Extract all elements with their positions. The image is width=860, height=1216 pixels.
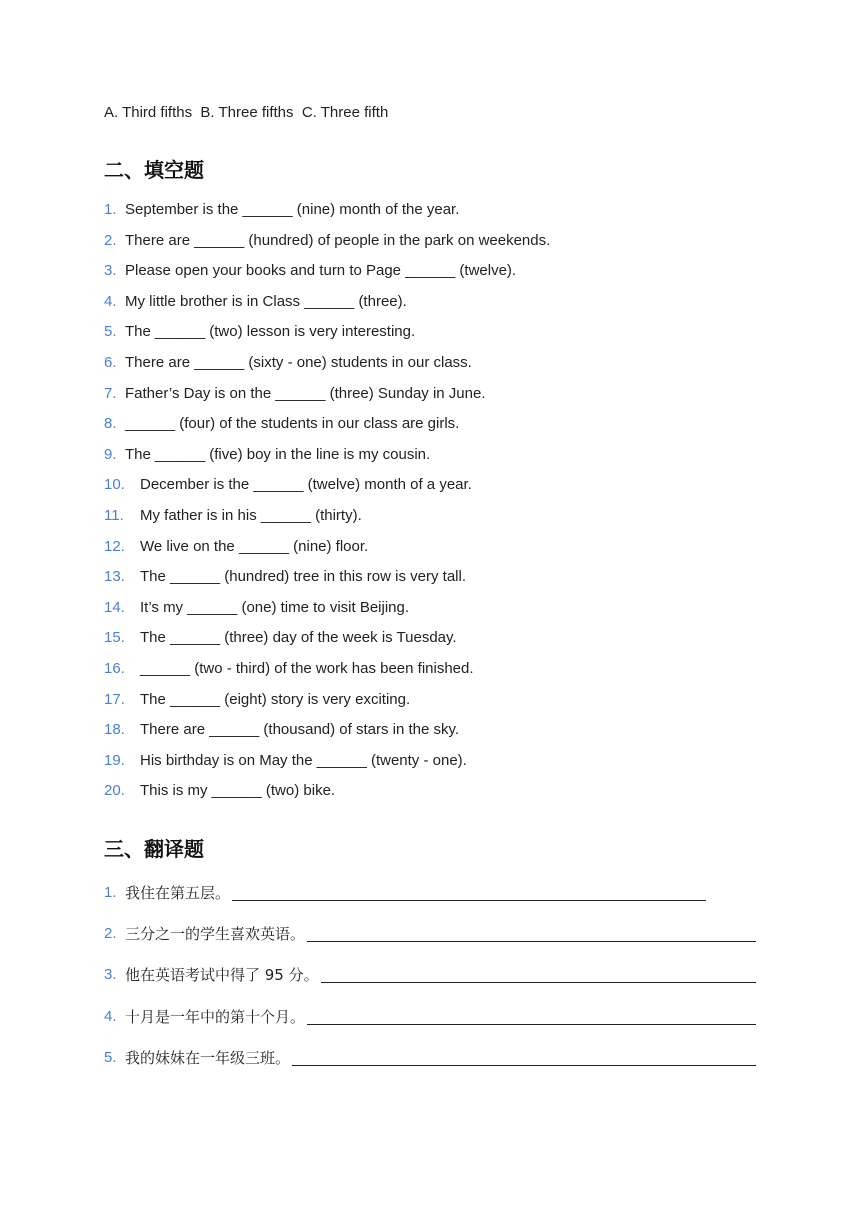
translation-question-list bbox=[104, 884, 756, 1090]
translation-prompt: 十月是一年中的第十个月。 bbox=[125, 1007, 306, 1026]
question-item bbox=[104, 262, 804, 293]
question-text: ______ (four) of the students in our class are girls. bbox=[125, 415, 460, 433]
section-heading-translation: 三、翻译题 bbox=[104, 837, 204, 861]
question-item bbox=[104, 538, 804, 569]
question-item bbox=[104, 232, 804, 263]
question-item bbox=[104, 599, 804, 630]
question-number: 8. bbox=[104, 415, 117, 433]
question-number: 13. bbox=[104, 568, 125, 586]
translation-item bbox=[104, 1049, 756, 1090]
question-number: 1. bbox=[104, 201, 117, 218]
question-number: 16. bbox=[104, 659, 125, 677]
answer-line[interactable] bbox=[321, 966, 756, 983]
question-text: We live on the ______ (nine) floor. bbox=[140, 537, 369, 555]
question-number: 4. bbox=[104, 1007, 117, 1025]
question-item bbox=[104, 385, 804, 416]
question-text: My father is in his ______ (thirty). bbox=[140, 506, 362, 524]
translation-item bbox=[104, 925, 756, 966]
question-item bbox=[104, 568, 804, 599]
question-text: The ______ (hundred) tree in this row is very tall. bbox=[140, 568, 466, 586]
question-number: 3. bbox=[104, 966, 117, 984]
question-number: 1. bbox=[104, 884, 117, 901]
question-number: 9. bbox=[104, 445, 117, 463]
question-item bbox=[104, 354, 804, 385]
question-item bbox=[104, 752, 804, 783]
question-item bbox=[104, 446, 804, 477]
question-number: 2. bbox=[104, 231, 117, 249]
question-text: My little brother is in Class ______ (three). bbox=[125, 292, 407, 310]
section-heading-fill-in: 二、填空题 bbox=[104, 158, 204, 182]
question-item bbox=[104, 293, 804, 324]
question-number: 2. bbox=[104, 925, 117, 943]
question-number: 6. bbox=[104, 353, 117, 371]
question-item bbox=[104, 629, 804, 660]
question-text: September is the ______ (nine) month of the year. bbox=[125, 201, 460, 218]
question-text: Father’s Day is on the ______ (three) Sunday in June. bbox=[125, 384, 486, 402]
question-number: 3. bbox=[104, 262, 117, 280]
question-text: It’s my ______ (one) time to visit Beijing. bbox=[140, 598, 410, 616]
answer-line[interactable] bbox=[307, 1008, 756, 1025]
translation-prompt: 他在英语考试中得了 95 分。 bbox=[125, 966, 319, 985]
question-text: December is the ______ (twelve) month of a year. bbox=[140, 476, 472, 494]
question-text: ______ (two - third) of the work has been finished. bbox=[140, 659, 474, 677]
question-number: 20. bbox=[104, 782, 125, 800]
question-text: The ______ (five) boy in the line is my cousin. bbox=[125, 445, 431, 463]
answer-line[interactable] bbox=[292, 1049, 756, 1066]
question-number: 7. bbox=[104, 384, 117, 402]
answer-line[interactable] bbox=[307, 925, 756, 942]
question-item bbox=[104, 476, 804, 507]
translation-item bbox=[104, 1008, 756, 1049]
question-item bbox=[104, 323, 804, 354]
question-text: Please open your books and turn to Page ______ (twelve). bbox=[125, 262, 517, 280]
question-number: 18. bbox=[104, 721, 125, 739]
question-item bbox=[104, 691, 804, 722]
question-number: 4. bbox=[104, 292, 117, 310]
question-item bbox=[104, 415, 804, 446]
question-item bbox=[104, 782, 804, 813]
question-text: There are ______ (sixty - one) students in our class. bbox=[125, 353, 472, 371]
question-number: 19. bbox=[104, 751, 125, 769]
question-text: This is my ______ (two) bike. bbox=[140, 782, 336, 800]
translation-item bbox=[104, 884, 756, 925]
question-item bbox=[104, 721, 804, 752]
question-text: His birthday is on May the ______ (twenty - one). bbox=[140, 751, 467, 769]
fill-in-question-list bbox=[104, 201, 804, 813]
question-text: There are ______ (hundred) of people in the park on weekends. bbox=[125, 231, 551, 249]
question-number: 11. bbox=[104, 506, 124, 524]
question-number: 10. bbox=[104, 476, 125, 494]
question-item bbox=[104, 201, 804, 232]
question-number: 5. bbox=[104, 323, 117, 341]
question-text: The ______ (two) lesson is very interesting. bbox=[125, 323, 416, 341]
question-number: 12. bbox=[104, 537, 125, 555]
translation-prompt: 我住在第五层。 bbox=[125, 884, 231, 902]
question-item bbox=[104, 660, 804, 691]
question-text: The ______ (eight) story is very exciting. bbox=[140, 690, 411, 708]
question-number: 15. bbox=[104, 629, 125, 647]
question-number: 14. bbox=[104, 598, 125, 616]
question-item bbox=[104, 507, 804, 538]
question-number: 5. bbox=[104, 1048, 117, 1066]
answer-line[interactable] bbox=[232, 884, 706, 901]
question-text: There are ______ (thousand) of stars in the sky. bbox=[140, 721, 460, 739]
answer-options: A. Third fifths B. Three fifths C. Three fifth bbox=[104, 104, 389, 121]
translation-item bbox=[104, 966, 756, 1007]
translation-prompt: 三分之一的学生喜欢英语。 bbox=[125, 925, 306, 944]
translation-prompt: 我的妹妹在一年级三班。 bbox=[125, 1048, 291, 1067]
question-number: 17. bbox=[104, 690, 125, 708]
question-text: The ______ (three) day of the week is Tuesday. bbox=[140, 629, 457, 647]
